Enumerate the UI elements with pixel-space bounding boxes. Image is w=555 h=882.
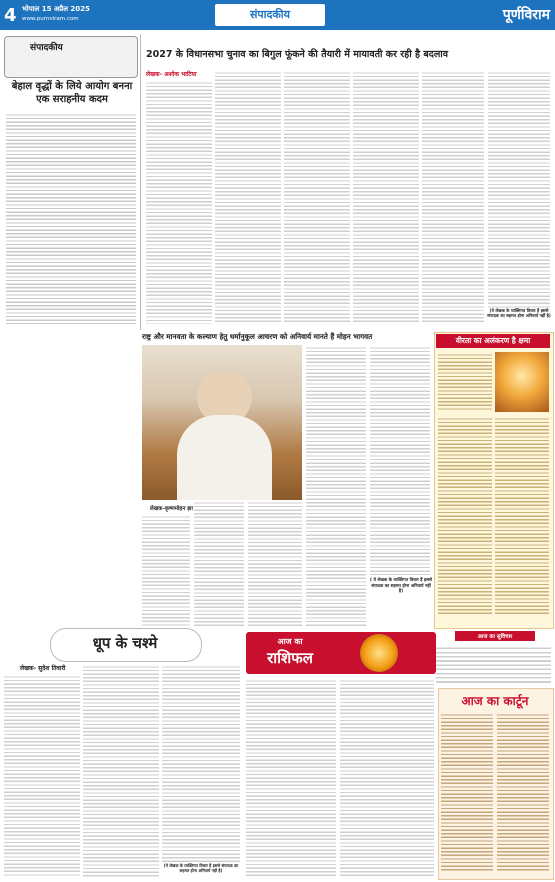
dhoop-byline: लेखक- सुदेश तिवारी <box>20 665 66 672</box>
banner-title: 2027 के विधानसभा चुनाव का बिगुल फूंकने की तैयारी में मायावती कर रही है बदलाव <box>146 49 448 60</box>
bhagwat-col-5 <box>370 345 430 575</box>
editorial-body <box>6 112 136 324</box>
suvichar-text <box>436 645 551 685</box>
editorial-title: बेहाल वृद्धों के लिये आयोग बनना एक सराहनीय कदम <box>11 81 133 105</box>
cartoon-col-2 <box>497 712 549 872</box>
bhagwat-col-2 <box>194 500 244 626</box>
main-byline: लेखक- अशोक भाटिया <box>146 71 197 78</box>
bhagwat-headline: राष्ट्र और मानवता के कल्याण हेतु धर्मानुकूल आचरण को अनिवार्य मानते हैं मोहन भागवत <box>142 332 373 341</box>
section-title: संपादकीय <box>249 8 291 21</box>
rashifal-title: राशिफल <box>267 649 313 667</box>
article-column-3 <box>284 70 350 324</box>
right-column-body <box>488 70 550 308</box>
bhagwat-pull-quote: ( ये लेखक के व्यक्तिगत विचार हैं इससे संपादक का सहमत होना अनिवार्य नहीं है) <box>370 578 432 594</box>
cartoon-col-1 <box>441 712 493 872</box>
bhagwat-col-4 <box>306 345 366 626</box>
rashifal-col-1 <box>246 678 336 878</box>
article-column-1 <box>146 80 212 324</box>
speaker-body <box>177 415 272 500</box>
right-disclaimer: (ये लेखक के व्यक्तिगत विचार हैं इससे संपादक का सहमत होना अनिवार्य नहीं है) <box>487 308 551 318</box>
article-column-4 <box>353 70 419 324</box>
rashifal-top: आज का <box>277 637 303 646</box>
zodiac-wheel-icon <box>360 634 398 672</box>
dhoop-title: धूप के चश्मे <box>92 634 158 652</box>
cartoon-title: आज का कार्टून <box>461 694 529 708</box>
column-divider <box>140 34 141 330</box>
header-date: भोपाल 15 अप्रैल 2025 <box>22 5 90 13</box>
meditation-image <box>495 352 549 412</box>
veerta-title: वीरता का अलंकरण है क्षमा <box>455 336 531 345</box>
dhoop-quote: (ये लेखक के व्यक्तिगत विचार हैं इससे संपादक का सहमत होना अनिवार्य नहीं है) <box>163 863 239 873</box>
veerta-text-3 <box>495 416 549 616</box>
article-column-5 <box>422 70 484 324</box>
veerta-text-2 <box>438 416 492 616</box>
dhoop-col-1 <box>4 674 80 878</box>
page-number: 4 <box>4 5 17 26</box>
article-column-2 <box>215 70 281 324</box>
dhoop-col-3 <box>162 664 240 864</box>
bhagwat-col-3 <box>248 500 302 626</box>
brand-logo: पूर्णविराम <box>502 7 550 23</box>
editorial-tag: संपादकीय <box>30 43 63 53</box>
editorial-tag-badge <box>4 36 138 78</box>
dhoop-col-2 <box>83 664 159 878</box>
rashifal-col-2 <box>340 678 434 878</box>
bhagwat-byline: लेखक-कृष्णमोहन झा <box>150 506 193 512</box>
bhagwat-col-1 <box>142 514 190 626</box>
suvichar-label: आज का सुविचार <box>477 634 513 640</box>
bhagwat-photo <box>142 345 302 500</box>
veerta-text-1 <box>438 352 492 412</box>
header-url[interactable]: www.purnviram.com <box>22 16 79 22</box>
